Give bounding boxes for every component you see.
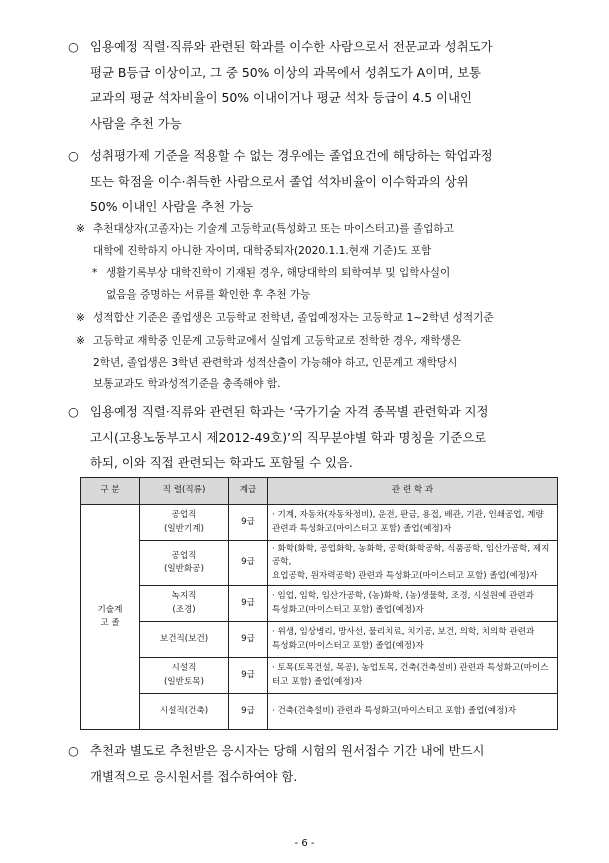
table-row: [81, 658, 558, 694]
job-cell: 공업직 (일반기계): [140, 505, 229, 541]
text-line: 보통교과도 학과성적기준을 충족해야 함.: [93, 378, 281, 390]
dept-cell: · 위생, 임상병리, 방사선, 물리치료, 치기공, 보건, 의학, 치의학 관련과 특성화고(마이스터고 포함) 졸업(예정)자: [268, 622, 558, 658]
grade-cell: 9급: [229, 586, 268, 622]
text-line: 추천대상자(고졸자)는 기술계 고등학교(특성화고 또는 마이스터고)를 졸업하고: [93, 223, 454, 235]
table-row: [81, 694, 558, 730]
text-line: 추천과 별도로 추천받은 응시자는 당해 시험의 원서접수 기간 내에 반드시: [90, 743, 485, 758]
job-cell: 시설직 (일반토목): [140, 658, 229, 694]
dept-cell: · 건축(건축설비) 관련과 특성화고(마이스터고 포함) 졸업(예정)자: [268, 694, 558, 730]
dept-cell: · 임업, 임학, 임산가공학, (농)화학, (농)생물학, 조경, 시설원예 관련과 특성화고(마이스터고 포함) 졸업(예정)자: [268, 586, 558, 622]
header-job-series: 직 렬(직류): [140, 478, 229, 505]
grade-cell: 9급: [229, 541, 268, 586]
table-row: [81, 505, 558, 541]
paragraph-related-departments: [68, 399, 558, 476]
grade-cell: 9급: [229, 658, 268, 694]
related-departments-table: [80, 477, 558, 730]
text-line: 임용예정 직렬·직류와 관련된 학과를 이수한 사람으로서 전문교과 성취도가: [90, 39, 493, 54]
reference-mark: ※: [76, 335, 85, 347]
asterisk-mark: *: [92, 267, 98, 279]
job-cell: 공업직 (일반화공): [140, 541, 229, 586]
circle-bullet: ○: [68, 404, 79, 419]
header-category: 구 분: [81, 478, 140, 505]
reference-mark: ※: [76, 312, 85, 324]
reference-mark: ※: [76, 223, 85, 235]
dept-cell: · 기계, 자동차(자동차정비), 운전, 판금, 용접, 배관, 기관, 인쇄공업, 계량 관련과 특성화고(마이스터고 포함) 졸업(예정)자: [268, 505, 558, 541]
text-line: 하되, 이와 직접 관련되는 학과도 포함될 수 있음.: [90, 455, 353, 470]
text-line: 또는 학점을 이수·취득한 사람으로서 졸업 석차비율이 이수학과의 상위: [90, 173, 469, 189]
note-grade-calculation: [76, 308, 560, 330]
grade-cell: 9급: [229, 505, 268, 541]
dept-cell: · 토목(토목건설, 목공), 농업토목, 건축(건축설비) 관련과 특성화고(마이스 터고 포함) 졸업(예정)자: [268, 658, 558, 694]
table-row: [81, 622, 558, 658]
subnote-records: [92, 263, 562, 306]
circle-bullet: ○: [68, 39, 79, 54]
table-row: [81, 586, 558, 622]
text-line: 성취평가제 기준을 적용할 수 없는 경우에는 졸업요건에 해당하는 학업과정: [90, 148, 493, 163]
paragraph-recommend-criteria: [68, 34, 558, 136]
text-line: 고등학교 재학중 인문계 고등학교에서 실업계 고등학교로 전학한 경우, 재학생은: [93, 335, 462, 347]
paragraph-achievement-alternative: [68, 143, 558, 220]
grade-cell: 9급: [229, 622, 268, 658]
note-eligible-applicants: [76, 219, 560, 262]
text-line: 평균 B등급 이상이고, 그 중 50% 이상의 과목에서 성취도가 A이며, 보통: [90, 64, 482, 80]
circle-bullet: ○: [68, 743, 79, 758]
text-line: 개별적으로 응시원서를 접수하여야 함.: [90, 768, 298, 784]
text-line: 임용예정 직렬·직류와 관련된 학과는 ‘국가기술 자격 종목별 관련학과 지정: [90, 404, 489, 419]
grade-cell: 9급: [229, 694, 268, 730]
text-line: 사람을 추천 가능: [90, 115, 182, 131]
job-cell: 녹지직 (조경): [140, 586, 229, 622]
header-related-departments: 관 련 학 과: [268, 478, 558, 505]
text-line: 대학에 진학하지 아니한 자이며, 대학중퇴자(2020.1.1.현재 기준)도 포함: [93, 244, 432, 257]
text-line: 생활기록부상 대학진학이 기재된 경우, 해당대학의 퇴학여부 및 입학사실이: [106, 267, 451, 279]
page-number: - 6 -: [294, 838, 315, 849]
job-cell: 보건직(보건): [140, 622, 229, 658]
text-line: 교과의 평균 석차비율이 50% 이내이거나 평균 석차 등급이 4.5 이내인: [90, 90, 472, 105]
table-row: [81, 541, 558, 586]
category-cell: 기술계 고 졸: [81, 505, 140, 730]
table-header-row: [81, 478, 558, 505]
dept-cell: · 화학(화학, 공업화학, 농화학, 공학(화학공학, 식품공학, 임산가공학, 제지공학, 요업공학, 원자력공학) 관련과 특성화고(마이스터고 포함) 졸업(예정)자: [268, 541, 558, 586]
text-line: 50% 이내인 사람을 추천 가능: [90, 199, 253, 214]
paragraph-separate-application: [68, 738, 558, 789]
text-line: 성적합산 기준은 졸업생은 고등학교 전학년, 졸업예정자는 고등학교 1~2학년 성적기준: [93, 312, 494, 324]
job-cell: 시설직(건축): [140, 694, 229, 730]
text-line: 없음을 증명하는 서류를 확인한 후 추천 가능: [106, 288, 311, 301]
text-line: 2학년, 졸업생은 3학년 관련학과 성적산출이 가능해야 하고, 인문계고 재학당시: [93, 356, 458, 369]
circle-bullet: ○: [68, 148, 79, 163]
note-transfer-students: [76, 331, 560, 396]
header-grade: 계급: [229, 478, 268, 505]
text-line: 고시(고용노동부고시 제2012-49호)’의 직무분야별 학과 명칭을 기준으로: [90, 429, 487, 445]
